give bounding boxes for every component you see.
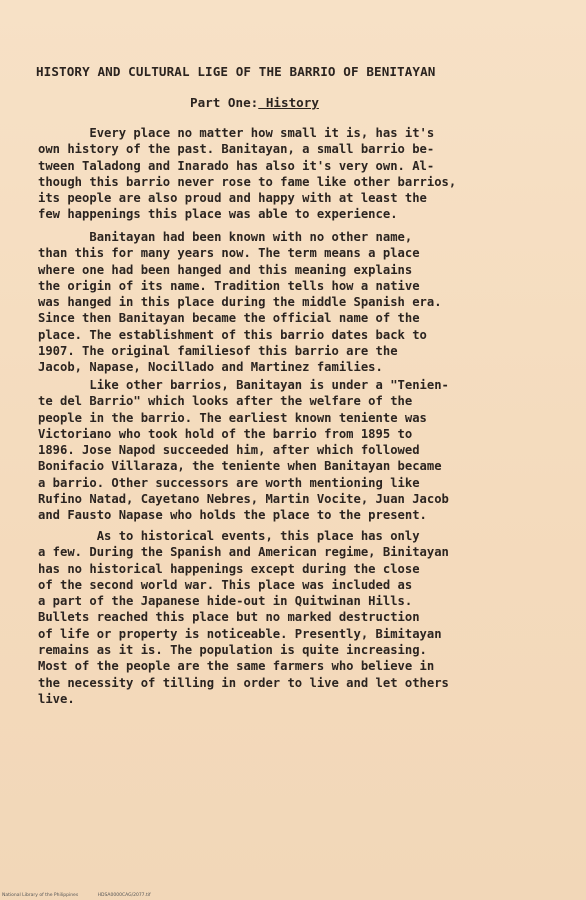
text-line: a part of the Japanese hide-out in Quitwinan Hills. bbox=[38, 594, 413, 609]
text-line: where one had been hanged and this meaning explains bbox=[38, 262, 413, 277]
scan-footer bbox=[2, 893, 586, 898]
text-line: tween Taladong and Inarado has also it's very own. Al- bbox=[38, 158, 435, 173]
paragraph-3 bbox=[38, 377, 558, 524]
text-line: than this for many years now. The term means a place bbox=[38, 246, 420, 261]
text-line: though this barrio never rose to fame like other barrios, bbox=[38, 174, 457, 189]
library-credit: National Library of the Philippines bbox=[2, 893, 79, 898]
text-line: Like other barrios, Banitayan is under a "Tenien- bbox=[38, 378, 449, 392]
text-line: few happenings this place was able to experience. bbox=[38, 207, 398, 222]
text-line: place. The establishment of this barrio dates back to bbox=[38, 327, 427, 342]
text-line: Bonifacio Villaraza, the teniente when Banitayan became bbox=[38, 459, 442, 474]
paragraph-2 bbox=[38, 229, 558, 376]
text-line: own history of the past. Banitayan, a small barrio be- bbox=[38, 142, 435, 157]
text-line: has no historical happenings except during the close bbox=[38, 561, 420, 576]
text-line: and Fausto Napase who holds the place to the present. bbox=[38, 508, 427, 523]
text-line: Most of the people are the same farmers who believe in bbox=[38, 659, 435, 674]
text-line: its people are also proud and happy with at least the bbox=[38, 191, 427, 206]
section-label: Part One: bbox=[190, 95, 259, 110]
text-line: a few. During the Spanish and American regime, Binitayan bbox=[38, 545, 449, 560]
paragraph-4 bbox=[38, 528, 558, 707]
text-line: te del Barrio" which looks after the welfare of the bbox=[38, 394, 413, 409]
text-line: was hanged in this place during the middle Spanish era. bbox=[38, 295, 442, 310]
file-id: HDSA0000CAG/2077.tif bbox=[97, 893, 151, 898]
text-line: Bullets reached this place but no marked destruction bbox=[38, 610, 420, 625]
paragraph-1 bbox=[38, 125, 558, 223]
text-line: Since then Banitayan became the official name of the bbox=[38, 311, 420, 326]
text-line: Rufino Natad, Cayetano Nebres, Martin Vocite, Juan Jacob bbox=[38, 492, 449, 507]
text-line: the necessity of tilling in order to live and let others bbox=[38, 675, 449, 690]
text-line: of the second world war. This place was included as bbox=[38, 577, 413, 592]
section-heading bbox=[190, 95, 319, 110]
text-line: live. bbox=[38, 691, 75, 706]
text-line: Jacob, Napase, Nocillado and Martinez families. bbox=[38, 360, 383, 375]
text-line: Every place no matter how small it is, has it's bbox=[38, 126, 435, 140]
section-title: History bbox=[258, 95, 319, 110]
text-line: the origin of its name. Tradition tells how a native bbox=[38, 278, 420, 293]
text-line: 1907. The original familiesof this barrio are the bbox=[38, 344, 398, 359]
text-line: of life or property is noticeable. Presently, Bimitayan bbox=[38, 626, 442, 641]
text-line: remains as it is. The population is quite increasing. bbox=[38, 643, 427, 658]
document-title: HISTORY AND CULTURAL LIGE OF THE BARRIO OF BENITAYAN bbox=[36, 64, 436, 79]
text-line: people in the barrio. The earliest known teniente was bbox=[38, 410, 427, 425]
text-line: As to historical events, this place has only bbox=[38, 529, 420, 543]
text-line: Victoriano who took hold of the barrio from 1895 to bbox=[38, 426, 413, 441]
text-line: a barrio. Other successors are worth mentioning like bbox=[38, 475, 420, 490]
text-line: 1896. Jose Napod succeeded him, after which followed bbox=[38, 443, 420, 458]
text-line: Banitayan had been known with no other name, bbox=[38, 230, 413, 244]
